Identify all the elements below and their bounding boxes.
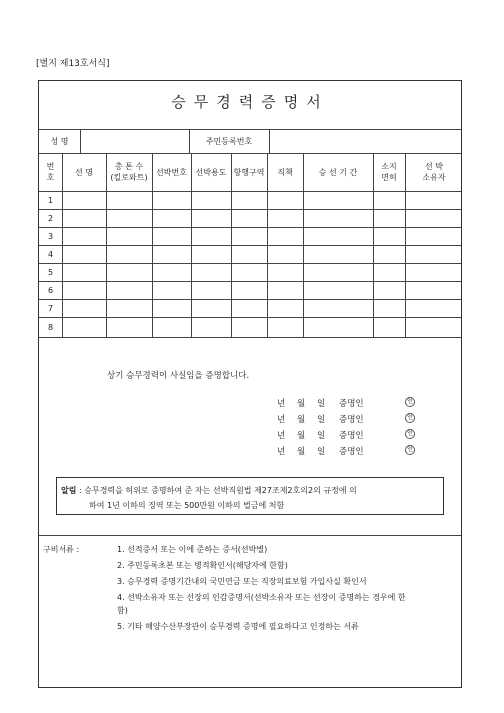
row-number: 6 [47,285,54,295]
seal-icon: 인 [405,413,415,423]
divider [39,337,461,338]
divider [39,263,461,264]
divider [39,245,461,246]
notice-box: 알림 : 승무경력을 허위로 증명하여 준 자는 선박직원법 제27조제2호의2의 규정에 의 하여 1년 이하의 징역 또는 500만원 이하의 벌금에 처함 [56,477,444,515]
row-number: 4 [47,249,54,259]
row-number: 8 [47,322,54,332]
header-owner: 선 박 소유자 [422,162,446,182]
divider [39,299,461,300]
divider [39,209,461,210]
seal-icon: 인 [405,445,415,455]
row-number: 2 [47,213,54,223]
row-number: 7 [47,303,54,313]
list-item: 5. 기타 해양수산부장관이 승무경력 증명에 필요하다고 인정하는 서류 [117,622,359,631]
list-item: 1. 선적증서 또는 이에 준하는 증서(선박별) [117,545,268,554]
list-item: 함) [117,606,128,615]
header-number: 번 호 [46,162,55,182]
row-number: 3 [47,231,54,241]
divider [39,317,461,318]
header-period: 승 선 기 간 [318,167,358,177]
seal-icon: 인 [405,397,415,407]
header-tonnage: 총 톤 수 (킬로와트) [110,162,148,182]
list-item: 3. 승무경력 증명기간내의 국민연금 또는 직장의료보험 가입사실 확인서 [117,577,367,586]
resident-number-label: 주민등록번호 [205,136,253,146]
name-label: 성 명 [50,136,69,146]
header-license: 소지 면허 [381,162,397,182]
row-number: 5 [47,267,54,277]
header-position: 직책 [277,167,293,177]
header-ship-name: 선 명 [75,167,93,177]
certificate-form: 승무경력증명서 성 명 주민등록번호 번 호 선 명 총 톤 수 (킬로와트) 선박번호 선박용도 항행구역 직책 승 선 기 간 소지 면허 선 박 소유자 1 2 3 4 5 6 7 8 상기 승무경력이 사실임을 증명합니다. 년 월 일 증명인 인 년 월 일 증명인 인 년 월 일 증명인 인 년 월 일 증명인 인 알림 : 승무경력을 허위로 증명하여 준 자는 선박직원법 제27조제2호의2의 규정에 의 하여 1년 이하의 징역 또는 500만원 이하의 벌금에 처함 구비서류 : 1. 선적증서 또는 이에 준하는 증서(선박별) 2. 주민등록초본 또는 병적확인서(해당자에 한함) 3. 승무경력 증명기간내의 국민연금 또는 직장의료보험 가입사실 확인서 4. 선박소유자 또는 선장의 인감증명서(선박소유자 또는 선장이 증명하는 경우에 한 함) 5. 기타 해양수산부장관이 승무경력 증명에 필요하다고 인정하는 서류 [38,80,462,688]
resident-number-field[interactable] [269,129,463,153]
notice-label: 알림 [61,486,77,495]
divider [39,535,461,536]
seal-icon: 인 [405,429,415,439]
name-field[interactable] [80,129,189,153]
list-item: 4. 선박소유자 또는 선장의 인감증명서(선박소유자 또는 선장이 증명하는 경우에 한 [117,593,406,602]
form-label: [별지 제13호서식] [36,59,110,69]
divider [39,281,461,282]
header-route: 항행구역 [233,167,265,177]
documents-label: 구비서류 : [43,545,80,554]
page-title: 승무경력증명서 [171,93,329,111]
list-item: 2. 주민등록초본 또는 병적확인서(해당자에 한함) [117,561,288,570]
header-ship-use: 선박용도 [195,167,227,177]
divider [39,227,461,228]
row-number: 1 [47,195,54,205]
divider [39,191,461,192]
attestation-text: 상기 승무경력이 사실임을 증명합니다. [107,371,250,381]
header-ship-number: 선박번호 [156,167,187,177]
